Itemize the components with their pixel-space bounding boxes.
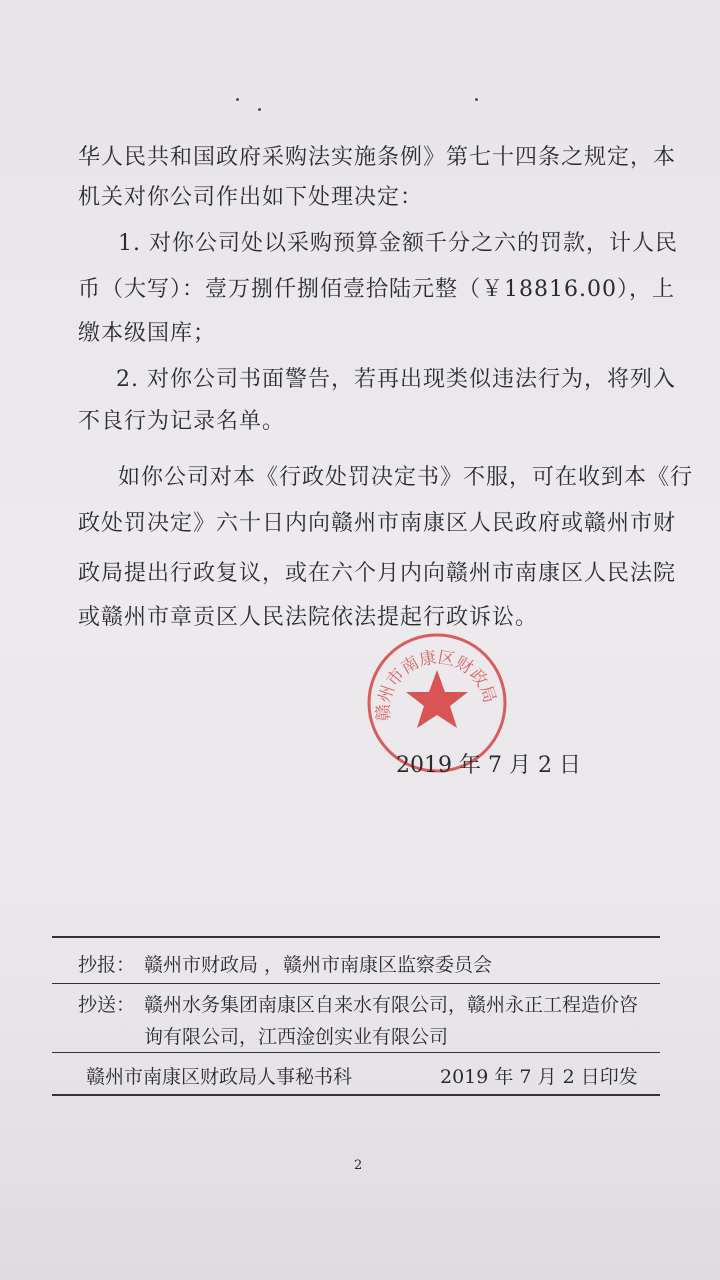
body-line: 2. 对你公司书面警告，若再出现类似违法行为，将列入 [116,367,676,392]
issuer: 赣州市南康区财政局人事秘书科 [86,1066,353,1088]
footer-top-rule [52,936,660,938]
cc-send-list-line1: 赣州水务集团南康区自来水有限公司，赣州永正工程造价咨 [144,994,639,1016]
cc-send-list-line2: 询有限公司，江西淦创实业有限公司 [144,1026,449,1048]
body-line: 缴本级国库； [78,321,217,346]
punch-dot [236,98,239,101]
page-number: 2 [354,1158,363,1173]
cc-report-list: 赣州市财政局 ，赣州市南康区监察委员会 [144,954,493,976]
footer-bottom-rule [52,1094,660,1096]
body-line: 或赣州市章贡区人民法院依法提起行政诉讼。 [78,605,539,630]
issue-date: 2019 年 7 月 2 日印发 [440,1066,638,1088]
body-line: 机关对你公司作出如下处理决定： [78,185,424,210]
body-line: 如你公司对本《行政处罚决定书》不服，可在收到本《行 [118,465,694,490]
footer-divider [52,983,660,984]
body-line: 不良行为记录名单。 [78,409,286,434]
cc-report-label: 抄报： [78,954,136,976]
punch-dot [475,98,478,101]
punch-dot [258,108,261,111]
star-icon [406,670,468,728]
body-line: 政局提出行政复议，或在六个月内向赣州市南康区人民法院 [78,561,677,586]
cc-send-label: 抄送： [78,994,136,1016]
svg-text:赣州市南康区财政局: 赣州市南康区财政局 [373,647,500,722]
signing-date: 2019 年 7 月 2 日 [396,753,581,778]
footer-divider [52,1052,660,1053]
body-line: 政处罚决定》六十日内向赣州市南康区人民政府或赣州市财 [78,511,677,536]
body-line: 币（大写）：壹万捌仟捌佰壹拾陆元整（￥18816.00），上 [78,277,675,302]
body-line: 1. 对你公司处以采购预算金额千分之六的罚款，计人民 [118,231,678,256]
body-line: 华人民共和国政府采购法实施条例》第七十四条之规定，本 [78,145,677,170]
